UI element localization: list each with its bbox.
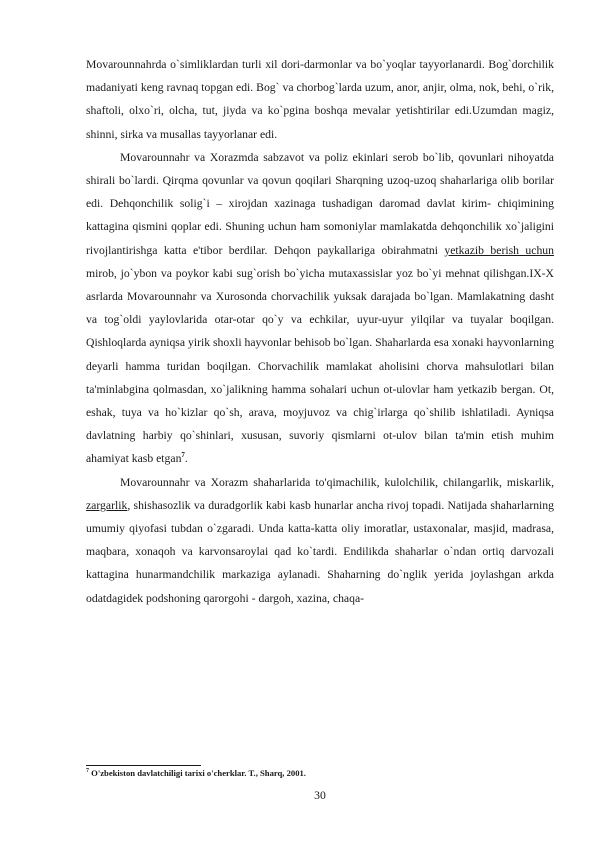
footnote-separator <box>86 765 201 766</box>
paragraph-3-text-start: Movarounnahr va Xorazm shaharlarida to'qimachilik, kulolchilik, chilangarlik, miskarlik, <box>120 475 554 489</box>
paragraph-1 <box>86 53 554 146</box>
paragraph-2 <box>86 146 554 471</box>
paragraph-1-text: Movarounnahrda o`simliklardan turli xil dori-darmonlar va bo`yoqlar tayyorlanardi. Bog`dorchilik madaniyati keng ravnaq topgan edi. Bog` va chorbog`larda uzum, anor, anjir, olma, nok, behi, o`rik, shaftoli, olxo`ri, olcha, tut, jiyda va ko`pgina boshqa mevalar yetishtirilar edi.Uzumdan magiz, shinni, sirka va musallas tayyorlanar edi. <box>86 58 554 141</box>
footnote <box>86 768 554 779</box>
paragraph-2-text-start: Movarounnahr va Xorazmda sabzavot va poliz ekinlari serob bo`lib, qovunlari nihoyatda shirali bo`lardi. Qirqma qovunlar va qovun qoqilari Sharqning uzoq-uzoq shaharlariga olib borilar edi. Dehqonchilik solig`i – xirojdan xazinaga tushadigan daromad davlat kirim- chiqimining kattagina qismini qoplar edi. Shuning uchun ham somoniylar mamlakatda dehqonchilik xo`jaligini rivojlantirishga katta e'tibor berdilar. Dehqon paykallariga obirahmatni <box>86 150 554 257</box>
hyperlink-yetkazib-berish[interactable]: yetkazib berish uchun <box>444 243 554 257</box>
paragraph-2-text-rest: mirob, jo`ybon va poykor kabi sug`orish bo`yicha mutaxassislar yoz bo`yi mehnat qilishgan.IX-X asrlarda Movarounnahr va Xurosonda chorvachilik yuksak darajada bo`lgan. Mamlakatning dasht va tog`oldi yaylovlarida otar-otar qo`y va echkilar, uyur-uyur yilqilar va tuyalar boqilgan. Qishloqlarda ayniqsa yirik shoxli hayvonlar behisob bo`lgan. Shaharlarda esa xonaki hayvonlarning deyarli hamma turidan boqilgan. Chorvachilik mamlakat aholisini chorva mahsulotlari bilan ta'minlabgina qolmasdan, xo`jalikning hamma sohalari uchun ot-ulovlar ham yetkazib bergan. Ot, eshak, tuya va ho`kizlar qo`sh, arava, moyjuvoz va chig`irlarga qo`shilib ishlatiladi. Ayniqsa davlatning harbiy qo`shinlari, xususan, suvoriy qismlarni ot-ulov bilan ta'min etish muhim ahamiyat kasb etgan <box>86 266 554 466</box>
paragraph-3 <box>86 471 554 610</box>
hyperlink-zargarlik[interactable]: zargarlik <box>86 498 128 512</box>
footnote-number: 7 <box>86 768 89 775</box>
body-text <box>86 53 554 610</box>
footnote-text: O'zbekiston davlatchiligi tarixi o'cherklar. T., Sharq, 2001. <box>89 768 306 778</box>
paragraph-3-text-rest: , shishasozlik va duradgorlik kabi kasb hunarlar ancha rivoj topadi. Natijada shaharlarning umumiy qiyofasi tubdan o`zgaradi. Unda katta-katta oliy imoratlar, ustaxonalar, masjid, madrasa, maqbara, xonaqoh va karvonsaroylai qad ko`tardi. Endilikda shaharlar o`ndan ortiq darvozali kattagina hunarmandchilik markaziga aylanadi. Shaharning do`nglik yerida joylashgan arkda odatdagidek podshoning qarorgohi - dargoh, xazina, chaqa- <box>86 498 554 605</box>
footnote-reference[interactable]: 7 <box>181 451 185 460</box>
paragraph-2-end: . <box>184 452 188 466</box>
page-number: 30 <box>314 789 326 802</box>
